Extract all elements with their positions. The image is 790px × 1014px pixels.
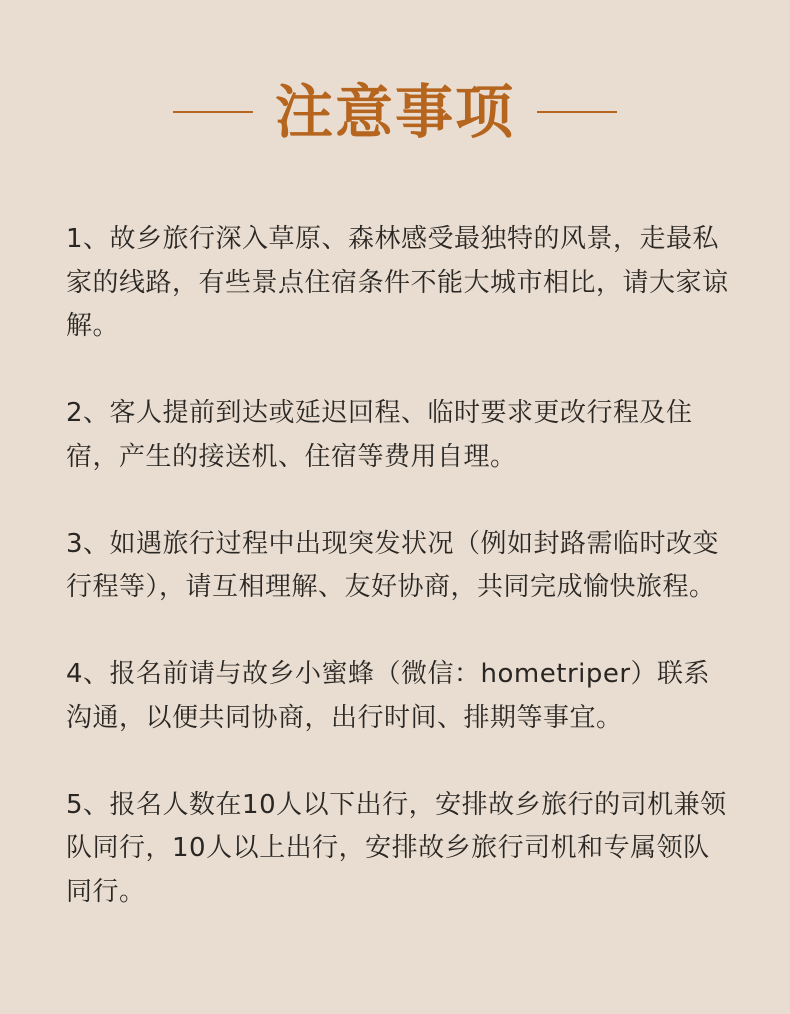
notes-list: [66, 218, 736, 958]
title-right-divider: [537, 111, 617, 113]
title-row: [0, 74, 790, 150]
title-left-divider: [173, 111, 253, 113]
page-title: 注意事项: [274, 78, 515, 146]
note-item-4: 4、报名前请与故乡小蜜蜂（微信：hometriper）联系沟通，以便共同协商，出行时间、排期等事宜。: [66, 659, 711, 733]
note-item-5: 5、报名人数在10人以下出行，安排故乡旅行的司机兼领队同行，10人以上出行，安排故乡旅行司机和专属领队同行。: [66, 789, 727, 907]
note-item-1: 1、故乡旅行深入草原、森林感受最独特的风景，走最私家的线路，有些景点住宿条件不能大城市相比，请大家谅解。: [66, 224, 729, 341]
note-item-2: 2、客人提前到达或延迟回程、临时要求更改行程及住宿，产生的接送机、住宿等费用自理。: [66, 398, 693, 472]
note-item-3: 3、如遇旅行过程中出现突发状况（例如封路需临时改变行程等），请互相理解、友好协商，共同完成愉快旅程。: [66, 528, 720, 602]
